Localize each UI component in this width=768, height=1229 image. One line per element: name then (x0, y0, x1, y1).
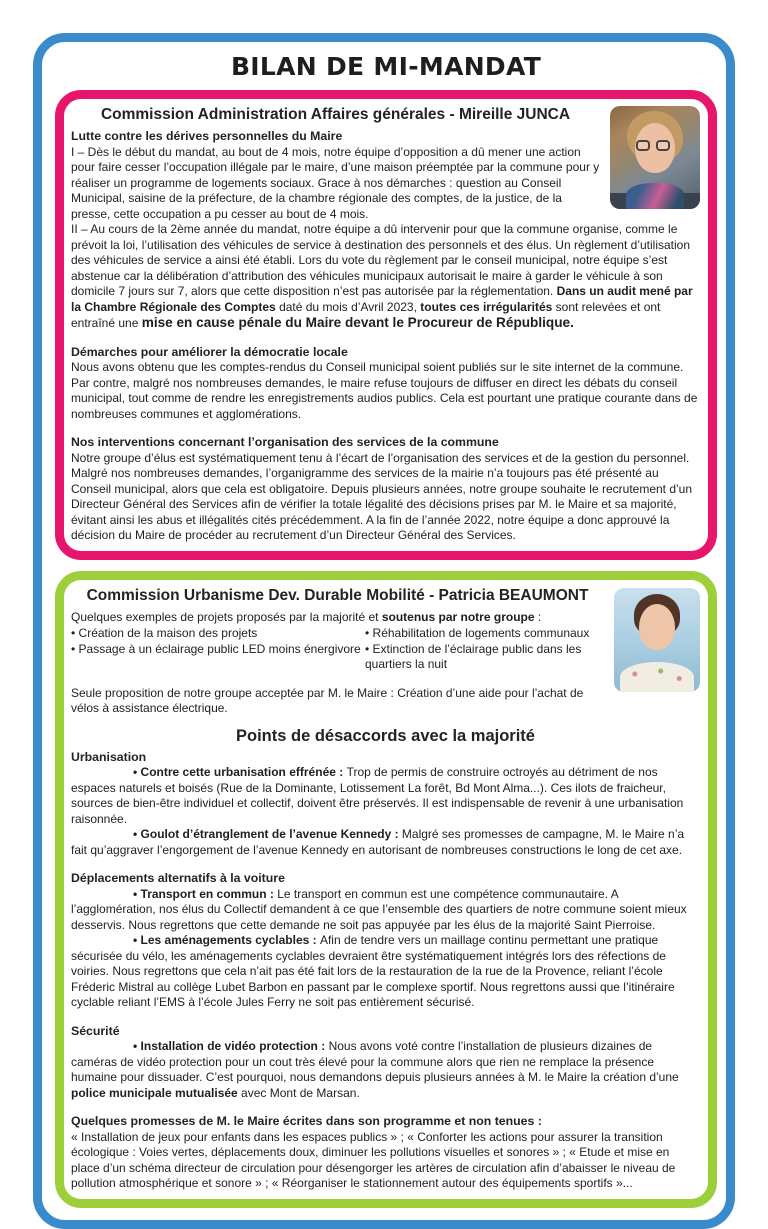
paragraph-democratie: Nous avons obtenu que les comptes-rendus du Conseil municipal soient publiés sur le site internet de la commune. Par contre, malgré nos nombreuses demandes, le maire refuse toujours de diffuser en direct les débats du conseil municipal, tout comme de rendre les enregistrements audios publics. Cela est pourtant une pratique courante dans de nombreuses communes et agglomérations. (71, 360, 698, 421)
glasses-lens-right (656, 140, 670, 151)
paragraph-amenagements-cyclables: • Les aménagements cyclables : Afin de tendre vers un maillage continu permettant une pratique sécurisée du vélo, les aménagements cyclables devraient être systématiquement intégrés lors des réfections de voiries. Nous regrettons que cela n’ait pas été fait lors de la restauration de la rue de la Provence, reliant l’école Fréderic Mistral au collège Lubet Barbon en passant par le complexe sportif. Nous regrettons aussi que l’itinéraire cyclable reliant l’EMS à l’école Jules Ferry ne soit pas entièrement sécurisé. (71, 933, 675, 1009)
paragraph-projets-soutenus: Quelques exemples de projets proposés par la majorité et soutenus par notre groupe : (71, 609, 542, 624)
heading-promesses-non-tenues: Quelques promesses de M. le Maire écrites dans son programme et non tenues : (71, 1114, 542, 1128)
supported-projects-list (71, 626, 600, 673)
glasses-lens-left (636, 140, 650, 151)
projects-column-left (71, 626, 365, 673)
list-item: • Passage à un éclairage public LED moins énergivore (71, 642, 365, 658)
commission-admin-title: Commission Administration Affaires générales - Mireille JUNCA (100, 106, 571, 123)
heading-lutte-derives: Lutte contre les dérives personnelles du Maire (71, 129, 343, 143)
paragraph-goulot-kennedy: • Goulot d’étranglement de l’avenue Kennedy : Malgré ses promesses de campagne, M. le Maire n’a fait qu’aggraver l’engorgement de l’avenue Kennedy en autorisant de nombreuses constructions le long de cet axe. (71, 827, 685, 857)
heading-organisation-services: Nos interventions concernant l’organisation des services de la commune (71, 435, 499, 449)
commission-urbanisme-title: Commission Urbanisme Dev. Durable Mobilité - Patricia BEAUMONT (86, 586, 589, 604)
paragraph-organisation-services: Notre groupe d’élus est systématiquement tenu à l’écart de l’organisation des services et de la gestion du personnel. Malgré nos nombreuses demandes, l’organigramme des services de la mairie n’a toujours pas été présenté au Conseil municipal, alors que cela est obligatoire. Depuis plusieurs années, notre groupe souhaite le recrutement d’un Directeur Général des Services afin de vérifier la totale légalité des décisions prises par M. le Maire et sa majorité, évitant ainsi les abus et illégalités cités précédemment. A la fin de l’année 2022, notre équipe a donc approuvé la décision du Maire de procéder au recrutement d’un Directeur Général des Services. (71, 450, 693, 542)
paragraph-derives-2: II – Au cours de la 2ème année du mandat, notre équipe a dû intervenir pour que la commune organise, comme le prévoit la loi, l’utilisation des véhicules de service à destination des personnels et des élus. Un règlement d’utilisation des véhicules de service a ainsi été établi. Lors du vote du règlement par le conseil municipal, notre équipe s’est abstenue car la délibération d’attribution des véhicules municipaux autorisait le maire à garder le véhicule à son domicile 7 jours sur 7, alors que cette disposition n’est pas autorisée par la réglementation. Dans un audit mené par la Chambre Régionale des Comptes daté du mois d’Avril 2023, toutes ces irrégularités sont relevées et ont entraîné une mise en cause pénale du Maire devant le Procureur de République. (71, 222, 693, 330)
photo-mireille-junca (610, 106, 700, 209)
heading-urbanisation: Urbanisation (71, 749, 147, 764)
face-shape (639, 604, 675, 650)
paragraph-urbanisation-effrenee: • Contre cette urbanisation effrénée : Trop de permis de construire octroyés au détriment de nos espaces naturels et boisés (Rue de la Dominante, Lotissement La forêt, Bd Mont Alma...). Ces ilots de fraicheur, sources de bien-être individuel et collectif, doivent être préservés. Il est indispensable de revenir à une urbanisation raisonnée. (71, 765, 684, 826)
photo-patricia-beaumont (614, 588, 700, 692)
commission-urbanisme-box (55, 571, 717, 1208)
list-item: • Réhabilitation de logements communaux (365, 626, 600, 642)
page-title: BILAN DE MI-MANDAT (230, 52, 542, 81)
paragraph-seule-proposition: Seule proposition de notre groupe acceptée par M. le Maire : Création d’une aide pour l’achat de vélos à assistance électrique. (71, 685, 584, 715)
paragraph-derives-1: I – Dès le début du mandat, au bout de 4 mois, notre équipe d’opposition a dû mener une action pour faire cesser l’occupation illégale par le maire, d’une maison préemptée par la commune pour y réaliser un programme de logements sociaux. Grace à nos démarches : question au Conseil Municipal, saisine de la préfecture, de la chambre régionale des comptes, de la justice, de la presse, cette occupation a pu cesser au bout de 4 mois. (71, 144, 600, 221)
heading-deplacements-alternatifs: Déplacements alternatifs à la voiture (71, 871, 285, 885)
paragraph-transport-commun: • Transport en commun : Le transport en commun est une compétence communautaire. A l’agglomération, nos élus du Collectif demandent à ce que l’ensemble des quartiers de notre commune soient mieux desservis. Nous regrettons que cette demande ne soit pas appuyée par les élus de la majorité Saint Pierroise. (71, 886, 687, 932)
heading-democratie-locale: Démarches pour améliorer la démocratie locale (71, 344, 348, 359)
commission-admin-box (55, 90, 717, 560)
list-item: • Extinction de l’éclairage public dans les quartiers la nuit (365, 642, 600, 673)
scarf-shape (626, 183, 684, 209)
outer-blue-frame (33, 33, 735, 1229)
disagreements-title: Points de désaccords avec la majorité (236, 726, 535, 745)
paragraph-video-protection: • Installation de vidéo protection : Nous avons voté contre l’installation de plusieurs dizaines de caméras de vidéo protection pour un cout très élevé pour la commune alors que rien ne remplace la présence humaine pour dissuader. C’est pourquoi, nous demandons depuis plusieurs années à M. le Maire la création d’une police municipale mutualisée avec Mont de Marsan. (71, 1039, 679, 1100)
projects-column-right (365, 626, 600, 673)
paragraph-promesses: « Installation de jeux pour enfants dans les espaces publics » ; « Conforter les actions pour assurer la transition écologique : Voies vertes, déplacements doux, diminuer les pollutions visuelles et sonores » ; « Etude et mise en place d’un schéma directeur de circulation pour désengorger les artères de circulation afin d’abaisser le niveau de pollution atmosphérique et sonore » ; « Réorganiser le stationnement autour des équipements sportifs »... (71, 1129, 676, 1190)
list-item: • Création de la maison des projets (71, 626, 365, 642)
scarf-shape (620, 662, 694, 692)
heading-securite: Sécurité (71, 1023, 120, 1038)
